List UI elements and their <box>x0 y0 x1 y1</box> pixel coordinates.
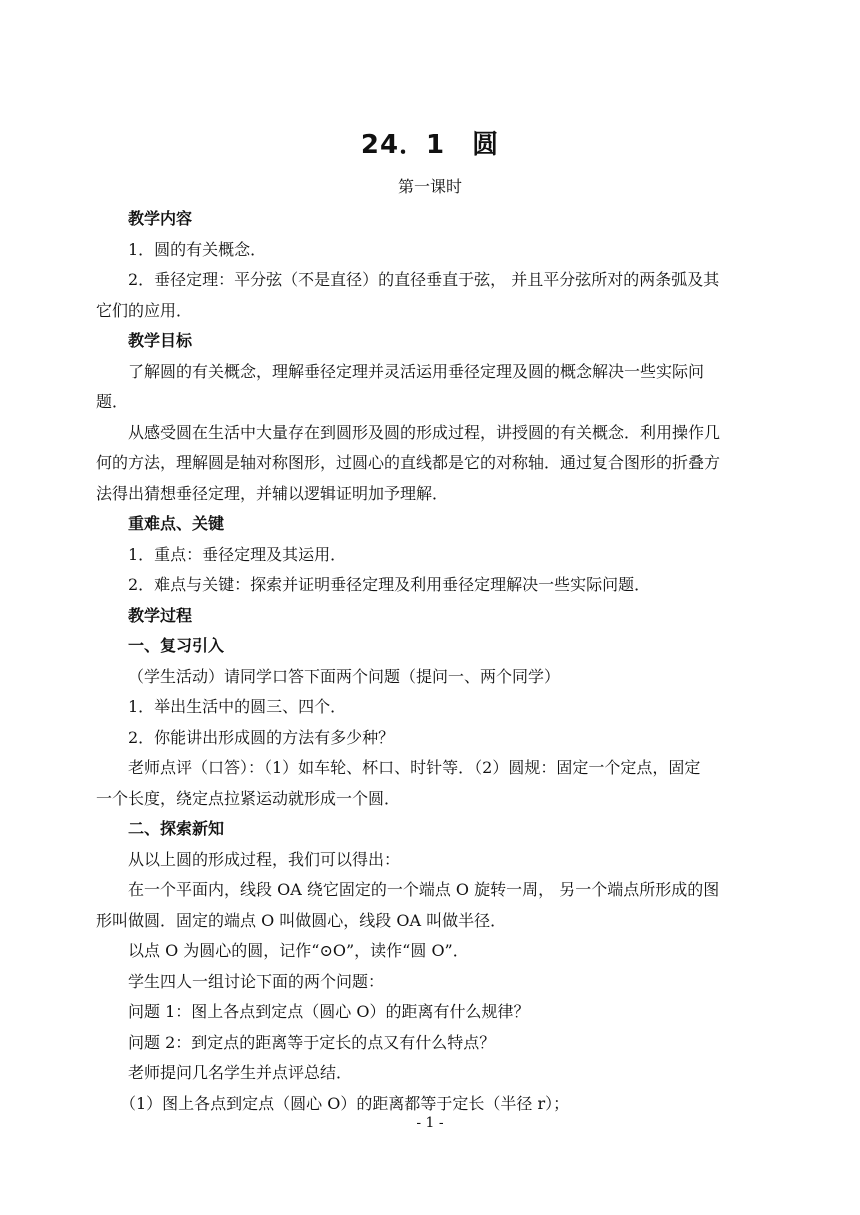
paragraph-line: 以点 O 为圆心的圆，记作“⊙O”，读作“圆 O”． <box>128 941 469 960</box>
heading-teaching-content: 教学内容 <box>128 209 193 228</box>
heading-teaching-process: 教学过程 <box>128 606 193 625</box>
document-title: 24．1 圆 <box>360 130 500 160</box>
paragraph-line: 学生四人一组讨论下面的两个问题： <box>128 972 385 991</box>
paragraph-line: 一个长度，绕定点拉紧运动就形成一个圆． <box>96 789 401 808</box>
lesson-subtitle: 第一课时 <box>397 177 462 196</box>
paragraph-line: 从感受圆在生活中大量存在到圆形及圆的形成过程，讲授圆的有关概念．利用操作几 <box>128 423 721 442</box>
heading-review: 一、复习引入 <box>128 636 225 655</box>
paragraph-line: （学生活动）请同学口答下面两个问题（提问一、两个同学） <box>128 667 561 686</box>
heading-explore: 二、探索新知 <box>128 819 225 838</box>
paragraph-line: 1．重点：垂径定理及其运用． <box>128 545 347 564</box>
page-number: - 1 - <box>416 1115 444 1131</box>
paragraph-line: （1）图上各点到定点（圆心 O）的距离都等于定长（半径 r）； <box>120 1094 570 1113</box>
paragraph-line: 2．垂径定理：平分弦（不是直径）的直径垂直于弦， 并且平分弦所对的两条弧及其 <box>128 270 720 289</box>
paragraph-line: 2．难点与关键：探索并证明垂径定理及利用垂径定理解决一些实际问题． <box>128 575 651 594</box>
paragraph-line: 在一个平面内，线段 OA 绕它固定的一个端点 O 旋转一周， 另一个端点所形成的图 <box>128 880 720 899</box>
paragraph-line: 问题 1：图上各点到定点（圆心 O）的距离有什么规律？ <box>128 1002 530 1021</box>
paragraph-line: 2．你能讲出形成圆的方法有多少种？ <box>128 728 395 747</box>
paragraph-line: 问题 2：到定点的距离等于定长的点又有什么特点？ <box>128 1033 496 1052</box>
heading-key-points: 重难点、关键 <box>128 514 225 533</box>
paragraph-line: 何的方法，理解圆是轴对称图形，过圆心的直线都是它的对称轴．通过复合图形的折叠方 <box>96 453 721 472</box>
paragraph-line: 题． <box>96 392 129 411</box>
paragraph-line: 1．举出生活中的圆三、四个． <box>128 697 347 716</box>
paragraph-line: 了解圆的有关概念，理解垂径定理并灵活运用垂径定理及圆的概念解决一些实际问 <box>128 362 705 381</box>
paragraph-line: 老师提问几名学生并点评总结． <box>128 1063 353 1082</box>
paragraph-line: 法得出猜想垂径定理，并辅以逻辑证明加予理解． <box>96 484 449 503</box>
paragraph-line: 它们的应用． <box>96 301 193 320</box>
paragraph-line: 形叫做圆．固定的端点 O 叫做圆心，线段 OA 叫做半径． <box>96 911 507 930</box>
paragraph-line: 老师点评（口答）：（1）如车轮、杯口、时针等．（2）圆规：固定一个定点，固定 <box>128 758 701 777</box>
heading-teaching-goals: 教学目标 <box>128 331 193 350</box>
paragraph-line: 从以上圆的形成过程，我们可以得出： <box>128 850 401 869</box>
paragraph-line: 1．圆的有关概念． <box>128 240 267 259</box>
